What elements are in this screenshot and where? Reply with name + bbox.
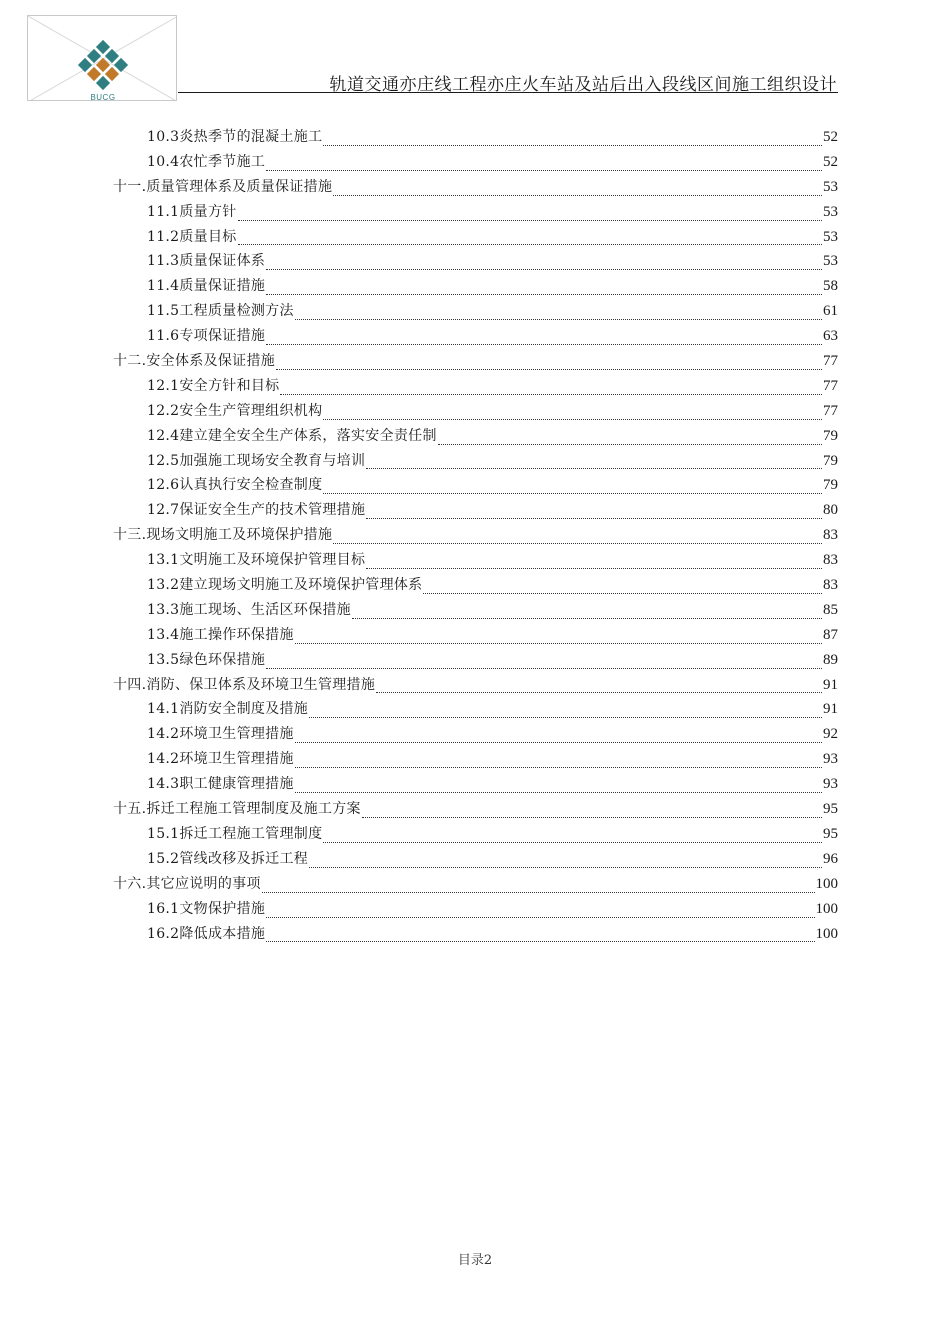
toc-entry[interactable] xyxy=(113,599,838,624)
toc-entry[interactable] xyxy=(113,748,838,773)
toc-entry-number: 15.1 xyxy=(147,825,180,842)
toc-entry-page: 77 xyxy=(823,402,838,419)
toc-entry-page: 83 xyxy=(823,552,838,569)
document-title: 轨道交通亦庄线工程亦庄火车站及站后出入段线区间施工组织设计 xyxy=(329,75,837,95)
toc-entry-page: 95 xyxy=(823,825,838,842)
toc-entry-number: 12.1 xyxy=(147,377,180,394)
toc-entry-number: 11.1 xyxy=(147,203,180,220)
toc-entry-title: 炎热季节的混凝土施工 xyxy=(179,129,323,145)
toc-dot-leader xyxy=(238,219,822,221)
toc-entry[interactable] xyxy=(113,923,838,948)
toc-entry[interactable] xyxy=(113,325,838,350)
toc-entry-page: 53 xyxy=(823,203,838,220)
toc-dot-leader xyxy=(266,268,822,270)
toc-entry-title: 加强施工现场安全教育与培训 xyxy=(179,452,366,469)
toc-entry-number: 11.3 xyxy=(147,253,180,270)
toc-entry-number: 11.6 xyxy=(147,328,180,345)
toc-entry[interactable] xyxy=(113,400,838,425)
toc-entry[interactable] xyxy=(113,201,838,226)
toc-entry-title: 绿色环保措施 xyxy=(179,651,266,668)
toc-entry-number: 16.2 xyxy=(147,925,180,942)
toc-entry-page: 79 xyxy=(823,452,838,469)
toc-entry-number: 14.3 xyxy=(147,776,180,793)
toc-entry-title: 质量目标 xyxy=(179,228,237,245)
header-logo xyxy=(27,15,177,101)
toc-entry-title: 施工现场、生活区环保措施 xyxy=(179,601,351,618)
toc-dot-leader xyxy=(295,642,822,644)
toc-entry[interactable] xyxy=(113,873,838,898)
toc-entry-page: 53 xyxy=(823,228,838,245)
toc-dot-leader xyxy=(295,318,822,320)
toc-entry-title: 安全体系及保证措施 xyxy=(146,353,276,370)
toc-entry-page: 53 xyxy=(823,178,838,195)
toc-entry-number: 12.6 xyxy=(147,477,180,494)
toc-dot-leader xyxy=(266,169,822,171)
toc-dot-leader xyxy=(280,393,822,395)
toc-entry-number: 12.5 xyxy=(147,452,180,469)
toc-entry[interactable] xyxy=(113,549,838,574)
toc-dot-leader xyxy=(366,517,822,519)
toc-entry[interactable] xyxy=(113,798,838,823)
toc-entry-title: 质量管理体系及质量保证措施 xyxy=(146,178,333,195)
toc-entry-page: 80 xyxy=(823,502,838,519)
toc-entry-page: 96 xyxy=(823,850,838,867)
toc-dot-leader xyxy=(376,691,822,693)
toc-entry[interactable] xyxy=(113,649,838,674)
toc-entry-page: 89 xyxy=(823,651,838,668)
toc-entry-title: 质量保证措施 xyxy=(179,278,266,295)
toc-entry-title: 质量保证体系 xyxy=(179,253,266,270)
toc-entry-page: 58 xyxy=(823,278,838,295)
toc-entry-number: 10.3 xyxy=(147,129,180,145)
toc-dot-leader xyxy=(309,866,822,868)
header-divider xyxy=(178,92,838,93)
toc-entry[interactable] xyxy=(113,773,838,798)
toc-dot-leader xyxy=(266,940,814,942)
toc-entry-number: 11.4 xyxy=(147,278,180,295)
toc-entry-number: 十五. xyxy=(113,801,147,818)
toc-dot-leader xyxy=(333,542,822,544)
toc-entry-number: 13.1 xyxy=(147,552,180,569)
toc-entry-number: 12.7 xyxy=(147,502,180,519)
toc-entry-page: 93 xyxy=(823,776,838,793)
toc-entry-title: 保证安全生产的技术管理措施 xyxy=(179,502,366,519)
toc-dot-leader xyxy=(295,791,822,793)
toc-entry[interactable] xyxy=(113,126,838,151)
toc-dot-leader xyxy=(438,443,822,445)
toc-dot-leader xyxy=(323,841,822,843)
toc-entry[interactable] xyxy=(113,524,838,549)
toc-dot-leader xyxy=(238,243,822,245)
toc-entry-title: 降低成本措施 xyxy=(179,925,266,942)
toc-entry[interactable] xyxy=(113,176,838,201)
toc-entry-number: 14.2 xyxy=(147,751,180,768)
toc-dot-leader xyxy=(323,144,822,146)
toc-entry-title: 专项保证措施 xyxy=(179,328,266,345)
toc-entry-number: 十二. xyxy=(113,353,147,370)
toc-entry-number: 13.5 xyxy=(147,651,180,668)
toc-dot-leader xyxy=(366,467,822,469)
toc-dot-leader xyxy=(295,766,822,768)
toc-entry-title: 其它应说明的事项 xyxy=(146,875,261,892)
toc-entry[interactable] xyxy=(113,723,838,748)
toc-entry-page: 93 xyxy=(823,751,838,768)
toc-entry-number: 14.2 xyxy=(147,726,180,743)
toc-entry-title: 认真执行安全检查制度 xyxy=(179,477,323,494)
toc-dot-leader xyxy=(366,567,822,569)
toc-entry[interactable] xyxy=(113,425,838,450)
toc-entry-title: 现场文明施工及环境保护措施 xyxy=(146,527,333,544)
toc-dot-leader xyxy=(266,667,822,669)
toc-entry-title: 文明施工及环境保护管理目标 xyxy=(179,552,366,569)
toc-entry[interactable] xyxy=(113,474,838,499)
toc-entry-page: 77 xyxy=(823,353,838,370)
toc-entry-number: 十三. xyxy=(113,527,147,544)
toc-entry-title: 消防、保卫体系及环境卫生管理措施 xyxy=(146,676,376,693)
toc-entry-number: 11.2 xyxy=(147,228,180,245)
toc-dot-leader xyxy=(276,368,822,370)
page-footer: 目录2 xyxy=(457,1253,493,1268)
toc-entry-page: 100 xyxy=(815,925,838,942)
toc-entry-page: 52 xyxy=(823,129,838,145)
toc-entry[interactable] xyxy=(113,674,838,699)
toc-entry-page: 52 xyxy=(823,153,838,170)
toc-entry-page: 83 xyxy=(823,527,838,544)
toc-entry-title: 建立建全安全生产体系，落实安全责任制 xyxy=(179,427,437,444)
toc-entry[interactable] xyxy=(113,375,838,400)
toc-entry-number: 12.4 xyxy=(147,427,180,444)
toc-entry-number: 12.2 xyxy=(147,402,180,419)
toc-entry-title: 职工健康管理措施 xyxy=(179,776,294,793)
toc-entry[interactable] xyxy=(113,823,838,848)
toc-dot-leader xyxy=(323,418,822,420)
toc-entry-page: 92 xyxy=(823,726,838,743)
toc-entry-number: 十六. xyxy=(113,875,147,892)
toc-entry[interactable] xyxy=(113,848,838,873)
toc-entry[interactable] xyxy=(113,698,838,723)
toc-entry-number: 13.3 xyxy=(147,601,180,618)
toc-entry[interactable] xyxy=(113,275,838,300)
toc-entry-number: 十一. xyxy=(113,178,147,195)
toc-entry[interactable] xyxy=(113,300,838,325)
toc-entry-title: 农忙季节施工 xyxy=(179,153,266,170)
toc-entry-page: 79 xyxy=(823,477,838,494)
toc-entry-title: 安全生产管理组织机构 xyxy=(179,402,323,419)
toc-dot-leader xyxy=(423,592,822,594)
toc-entry-title: 文物保护措施 xyxy=(179,900,266,917)
toc-entry[interactable] xyxy=(113,624,838,649)
toc-entry-title: 环境卫生管理措施 xyxy=(179,726,294,743)
toc-entry-title: 消防安全制度及措施 xyxy=(179,701,309,718)
toc-entry-title: 拆迁工程施工管理制度 xyxy=(179,825,323,842)
toc-entry-number: 十四. xyxy=(113,676,147,693)
toc-entry-title: 管线改移及拆迁工程 xyxy=(179,850,309,867)
toc-entry-title: 施工操作环保措施 xyxy=(179,626,294,643)
toc-entry-title: 环境卫生管理措施 xyxy=(179,751,294,768)
toc-dot-leader xyxy=(352,617,822,619)
toc-entry-number: 13.2 xyxy=(147,577,180,594)
toc-entry-title: 安全方针和目标 xyxy=(179,377,280,394)
toc-entry-title: 建立现场文明施工及环境保护管理体系 xyxy=(179,577,423,594)
toc-entry-page: 87 xyxy=(823,626,838,643)
toc-entry-page: 63 xyxy=(823,328,838,345)
toc-dot-leader xyxy=(295,741,822,743)
toc-entry-title: 工程质量检测方法 xyxy=(179,303,294,320)
toc-entry[interactable] xyxy=(113,898,838,923)
toc-dot-leader xyxy=(333,194,822,196)
toc-dot-leader xyxy=(266,916,814,918)
toc-entry-page: 79 xyxy=(823,427,838,444)
toc-dot-leader xyxy=(323,492,822,494)
toc-entry-page: 53 xyxy=(823,253,838,270)
toc-entry-number: 14.1 xyxy=(147,701,180,718)
toc-entry-page: 83 xyxy=(823,577,838,594)
toc-entry-page: 100 xyxy=(815,875,838,892)
toc-entry[interactable] xyxy=(113,226,838,251)
toc-entry-page: 95 xyxy=(823,801,838,818)
toc-entry-title: 拆迁工程施工管理制度及施工方案 xyxy=(146,801,361,818)
toc-entry-number: 11.5 xyxy=(147,303,180,320)
toc-dot-leader xyxy=(309,716,822,718)
toc-entry-page: 77 xyxy=(823,377,838,394)
toc-entry[interactable] xyxy=(113,574,838,599)
toc-entry[interactable] xyxy=(113,450,838,475)
toc-entry-number: 15.2 xyxy=(147,850,180,867)
toc-entry-number: 13.4 xyxy=(147,626,180,643)
logo-caption: BUCG xyxy=(90,93,116,101)
toc-dot-leader xyxy=(362,816,822,818)
table-of-contents xyxy=(113,126,838,947)
toc-entry-number: 16.1 xyxy=(147,900,180,917)
toc-entry-page: 91 xyxy=(823,701,838,718)
bucg-logo-icon xyxy=(28,16,177,101)
toc-entry-page: 85 xyxy=(823,601,838,618)
toc-dot-leader xyxy=(266,343,822,345)
toc-dot-leader xyxy=(262,891,815,893)
toc-entry-title: 质量方针 xyxy=(179,203,237,220)
toc-entry-page: 91 xyxy=(823,676,838,693)
toc-dot-leader xyxy=(266,293,822,295)
toc-entry-page: 61 xyxy=(823,303,838,320)
toc-entry[interactable] xyxy=(113,499,838,524)
toc-entry-number: 10.4 xyxy=(147,153,180,170)
toc-entry[interactable] xyxy=(113,350,838,375)
toc-entry[interactable] xyxy=(113,151,838,176)
toc-entry[interactable] xyxy=(113,250,838,275)
toc-entry-page: 100 xyxy=(815,900,838,917)
